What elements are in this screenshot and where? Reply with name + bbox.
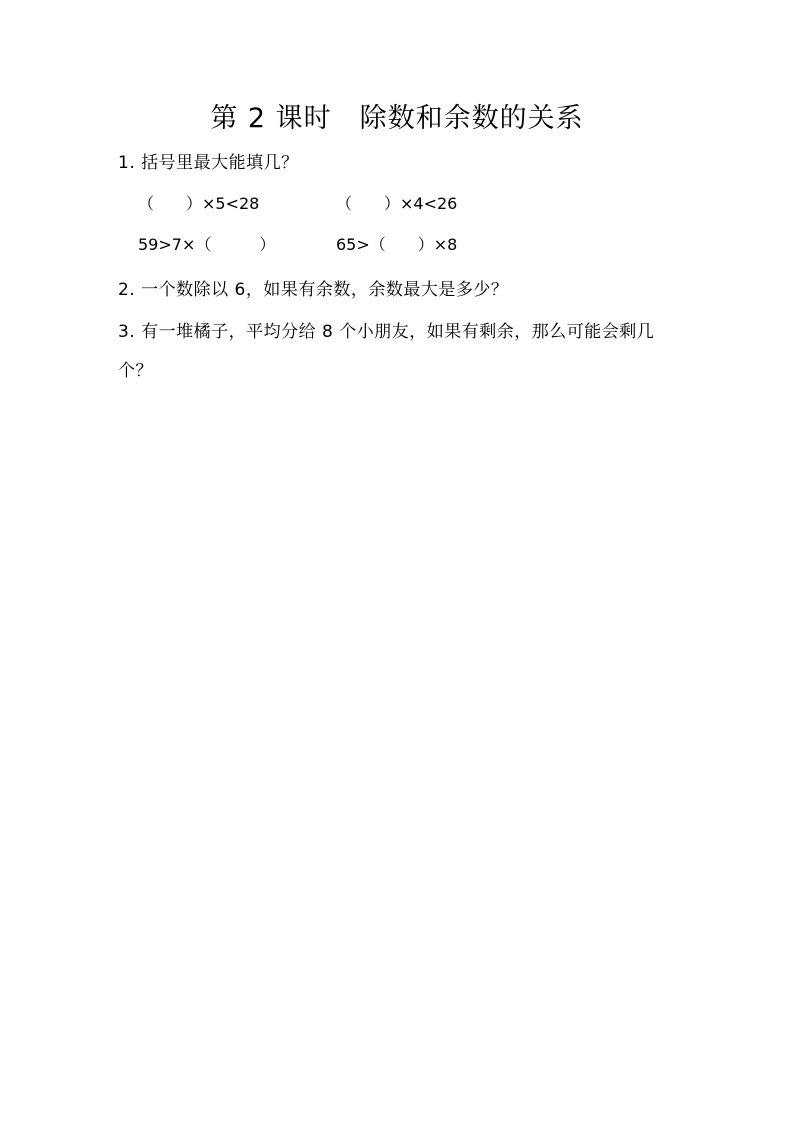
expression-2: （ ）×4<26: [336, 194, 458, 213]
expression-4: 65>（ ）×8: [336, 235, 458, 254]
question-3-text-line-2: 个？: [118, 361, 153, 381]
page-title: 第 2 课时 除数和余数的关系: [210, 103, 584, 134]
question-1-text: 1. 括号里最大能填几？: [118, 153, 299, 173]
question-2-text: 2. 一个数除以 6，如果有余数，余数最大是多少？: [118, 280, 509, 300]
question-3-text-line-1: 3. 有一堆橘子，平均分给 8 个小朋友，如果有剩余，那么可能会剩几: [118, 322, 655, 342]
expression-3: 59>7×（ ）: [138, 235, 276, 254]
expression-1: （ ）×5<28: [138, 194, 260, 213]
